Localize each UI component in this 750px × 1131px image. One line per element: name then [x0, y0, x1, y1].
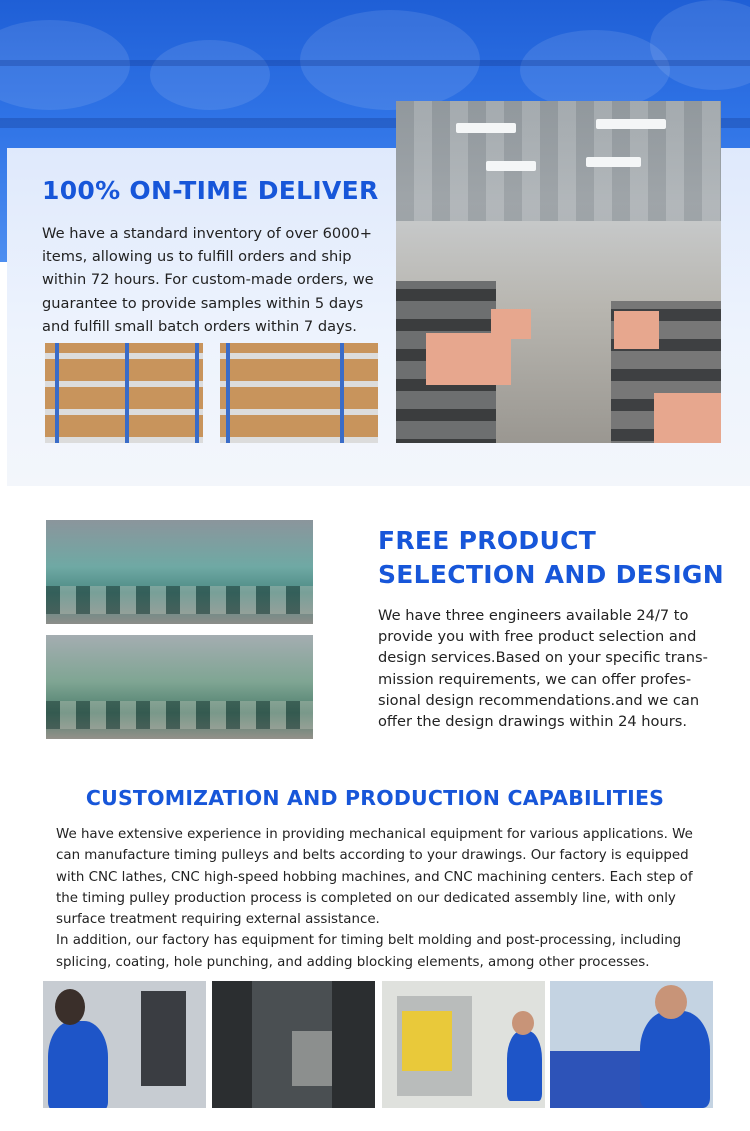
selection-title	[378, 524, 724, 592]
selection-title-line1: FREE PRODUCT	[378, 526, 597, 555]
capabilities-text	[56, 824, 716, 973]
belt-processing-photo	[550, 981, 713, 1108]
production-line-photo-2	[46, 635, 313, 739]
capabilities-title: CUSTOMIZATION AND PRODUCTION CAPABILITIES	[85, 786, 665, 810]
machining-center-photo	[382, 981, 545, 1108]
hobbing-machine-photo	[212, 981, 375, 1108]
cnc-lathe-photo	[43, 981, 206, 1108]
delivery-text: We have a standard inventory of over 6000+ items, allowing us to fulfill orders and ship within 72 hours. For custom-made orders, we guarantee to provide samples within 5 days and fulfill small batch orders within 7 days.	[42, 225, 374, 335]
selection-title-line2: SELECTION AND DESIGN	[378, 560, 724, 589]
delivery-title: 100% ON-TIME DELIVER	[42, 176, 379, 205]
shelf-photo-2	[220, 343, 378, 443]
capabilities-paragraph-1: We have extensive experience in providing mechanical equipment for various applications. We can manufacture timing pulleys and belts according to your drawings. Our factory is equipped with CNC lathes, CNC high-speed hobbing machines, and CNC machining centers. Each step of the timing pulley production process is completed on our dedicated assembly line, with only surface treatment requiring external assistance.	[56, 827, 693, 928]
warehouse-photo	[396, 101, 721, 443]
capabilities-paragraph-2: In addition, our factory has equipment for timing belt molding and post-processing, including splicing, coating, hole punching, and adding blocking elements, among other processes.	[56, 933, 682, 970]
selection-text: We have three engineers available 24/7 to provide you with free product selection and design services.Based on your specific trans-mission requirements, we can offer profes-sional design recommendations.and we can offer the design drawings within 24 hours.	[378, 607, 708, 731]
shelf-photo-1	[45, 343, 203, 443]
production-line-photo-1	[46, 520, 313, 624]
